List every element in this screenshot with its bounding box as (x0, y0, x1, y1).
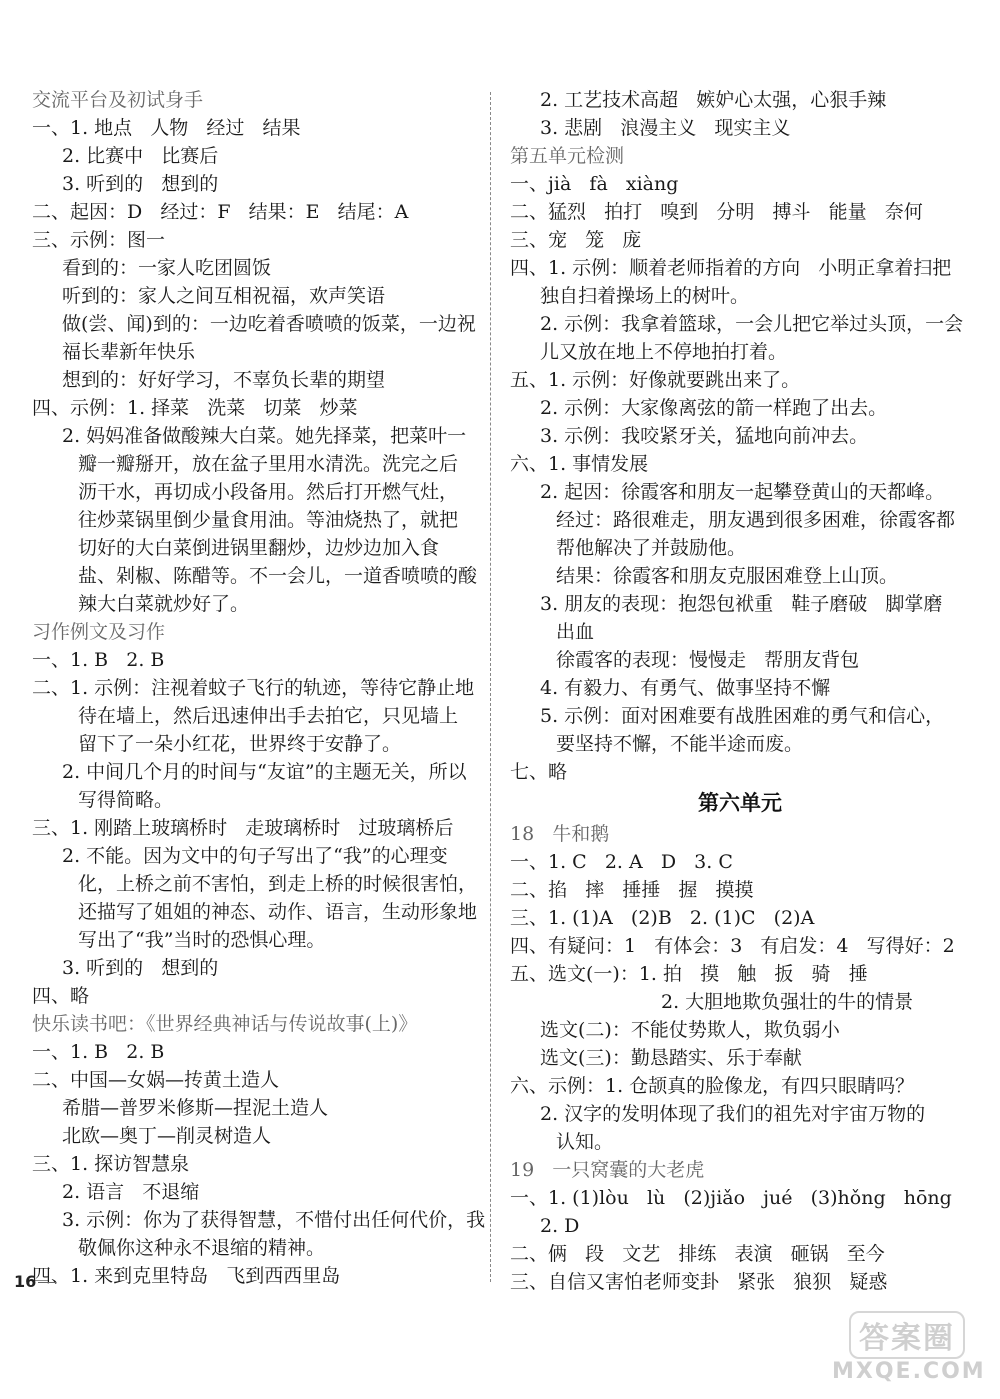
answer-line: 辣大白菜就炒好了。 (78, 593, 250, 615)
answer-line: 2. 比赛中 比赛后 (62, 145, 219, 167)
answer-line: 福长辈新年快乐 (62, 341, 196, 363)
answer-line: 一、1. B 2. B (32, 1041, 165, 1063)
answer-line: 出血 (556, 621, 595, 643)
answer-line: 二、猛烈 拍打 嗅到 分明 搏斗 能量 奈何 (510, 201, 923, 223)
answer-line: 还描写了姐姐的神态、动作、语言，生动形象地 (78, 901, 478, 923)
answer-line: 二、俩 段 文艺 排练 表演 砸锅 至今 (510, 1243, 885, 1265)
answer-line: 徐霞客的表现：慢慢走 帮朋友背包 (556, 649, 860, 671)
answer-line: 四、有疑问：1 有体会：3 有启发：4 写得好：2 (510, 935, 955, 957)
answer-line: 一、1. C 2. A D 3. C (510, 851, 733, 873)
answer-line: 听到的：家人之间互相祝福，欢声笑语 (62, 285, 386, 307)
answer-line: 选文(三)：勤恳踏实、乐于奉献 (540, 1047, 802, 1069)
answer-line: 2. 中间几个月的时间与“友谊”的主题无关，所以 (62, 761, 467, 783)
answer-line: 帮他解决了并鼓励他。 (556, 537, 747, 559)
answer-line: 一、jià fà xiàng (510, 173, 679, 195)
answer-line: 沥干水，再切成小段备用。然后打开燃气灶， (78, 481, 459, 503)
answer-line: 儿又放在地上不停地拍打着。 (540, 341, 788, 363)
answer-line: 2. 汉字的发明体现了我们的祖先对宇宙万物的 (540, 1103, 926, 1125)
answer-line: 做(尝、闻)到的：一边吃着香喷喷的饭菜，一边祝 (62, 313, 476, 335)
answer-line: 盐、剁椒、陈醋等。不一会儿，一道香喷喷的酸 (78, 565, 478, 587)
page-number: 16 (14, 1272, 37, 1291)
unit-heading: 第六单元 (698, 791, 782, 815)
answer-line: 六、示例：1. 仓颉真的脸像龙，有四只眼睛吗？ (510, 1075, 915, 1097)
answer-line: 3. 示例：我咬紧牙关，猛地向前冲去。 (540, 425, 869, 447)
answer-line: 3. 悲剧 浪漫主义 现实主义 (540, 117, 791, 139)
answer-line: 3. 听到的 想到的 (62, 957, 219, 979)
answer-line: 化，上桥之前不害怕，到走上桥的时候很害怕， (78, 873, 478, 895)
answer-line: 2. 工艺技术高超 嫉妒心太强，心狠手辣 (540, 89, 887, 111)
answer-line: 独自扫着操场上的树叶。 (540, 285, 750, 307)
answer-line: 想到的：好好学习，不辜负长辈的期望 (62, 369, 386, 391)
section-heading: 第五单元检测 (510, 145, 625, 167)
answer-line: 2. 起因：徐霞客和朋友一起攀登黄山的天都峰。 (540, 481, 945, 503)
answer-line: 写得简略。 (78, 789, 174, 811)
answer-line: 2. 大胆地欺负强壮的牛的情景 (510, 991, 914, 1013)
answer-line: 七、略 (510, 761, 568, 783)
answer-line: 二、掐 摔 捶捶 握 摸摸 (510, 879, 754, 901)
column-divider (490, 92, 491, 1282)
answer-line: 四、示例：1. 择菜 洗菜 切菜 炒菜 (32, 397, 358, 419)
answer-line: 2. 语言 不退缩 (62, 1181, 200, 1203)
section-heading: 18 牛和鹅 (510, 823, 610, 845)
answer-line: 三、1. 刚踏上玻璃桥时 走玻璃桥时 过玻璃桥后 (32, 817, 454, 839)
answer-line: 六、1. 事情发展 (510, 453, 649, 475)
answer-line: 三、宠 笼 庞 (510, 229, 642, 251)
answer-line: 2. 不能。因为文中的句子写出了“我”的心理变 (62, 845, 448, 867)
answer-line: 往炒菜锅里倒少量食用油。等油烧热了，就把 (78, 509, 459, 531)
answer-line: 5. 示例：面对困难要有战胜困难的勇气和信心， (540, 705, 945, 727)
right-column (510, 86, 970, 1296)
answer-line: 二、中国—女娲—抟黄土造人 (32, 1069, 280, 1091)
section-heading: 19 一只窝囊的大老虎 (510, 1159, 705, 1181)
answer-line: 二、起因：D 经过：F 结果：E 结尾：A (32, 201, 409, 223)
answer-line: 三、1. (1)A (2)B 2. (1)C (2)A (510, 907, 815, 929)
watermark-url: MXQE.COM (832, 1359, 986, 1384)
answer-line: 要坚持不懈，不能半途而废。 (556, 733, 804, 755)
left-column (32, 86, 486, 1290)
answer-line: 敬佩你这种永不退缩的精神。 (78, 1237, 326, 1259)
answer-line: 3. 示例：你为了获得智慧，不惜付出任何代价，我 (62, 1209, 486, 1231)
answer-line: 三、示例：图一 (32, 229, 166, 251)
answer-line: 二、1. 示例：注视着蚊子飞行的轨迹，等待它静止地 (32, 677, 475, 699)
answer-line: 五、1. 示例：好像就要跳出来了。 (510, 369, 801, 391)
answer-line: 四、1. 示例：顺着老师指着的方向 小明正拿着扫把 (510, 257, 952, 279)
answer-line: 3. 朋友的表现：抱怨包袱重 鞋子磨破 脚掌磨 (540, 593, 943, 615)
watermark-logo (832, 1311, 986, 1391)
section-heading: 快乐读书吧：《世界经典神话与传说故事(上)》 (32, 1013, 418, 1035)
answer-line: 看到的：一家人吃团圆饭 (62, 257, 272, 279)
answer-line: 北欧—奥丁—削灵树造人 (62, 1125, 272, 1147)
answer-line: 写出了“我”当时的恐惧心理。 (78, 929, 326, 951)
answer-line: 经过：路很难走，朋友遇到很多困难，徐霞客都 (556, 509, 956, 531)
section-heading: 交流平台及初试身手 (32, 89, 204, 111)
answer-line: 认知。 (556, 1131, 614, 1153)
answer-line: 切好的大白菜倒进锅里翻炒，边炒边加入食 (78, 537, 440, 559)
answer-line: 一、1. B 2. B (32, 649, 165, 671)
answer-line: 结果：徐霞客和朋友克服困难登上山顶。 (556, 565, 899, 587)
answer-line: 留下了一朵小红花，世界终于安静了。 (78, 733, 402, 755)
answer-line: 2. 示例：我拿着篮球，一会儿把它举过头顶，一会 (540, 313, 964, 335)
answer-line: 3. 听到的 想到的 (62, 173, 219, 195)
answer-line: 希腊—普罗米修斯—捏泥土造人 (62, 1097, 329, 1119)
answer-line: 四、1. 来到克里特岛 飞到西西里岛 (32, 1265, 341, 1287)
answer-line: 瓣一瓣掰开，放在盆子里用水清洗。洗完之后 (78, 453, 459, 475)
watermark-title: 答案圈 (849, 1311, 965, 1359)
answer-line: 一、1. 地点 人物 经过 结果 (32, 117, 301, 139)
answer-line: 三、1. 探访智慧泉 (32, 1153, 190, 1175)
answer-line: 2. 示例：大家像离弦的箭一样跑了出去。 (540, 397, 888, 419)
section-heading: 习作例文及习作 (32, 621, 166, 643)
answer-line: 待在墙上，然后迅速伸出手去拍它，只见墙上 (78, 705, 459, 727)
answer-line: 2. D (540, 1215, 580, 1237)
answer-line: 一、1. (1)lòu lù (2)jiǎo jué (3)hǒng hōng (510, 1187, 952, 1209)
answer-line: 五、选文(一)：1. 拍 摸 触 扳 骑 捶 (510, 963, 868, 985)
answer-line: 三、自信又害怕老师变卦 紧张 狼狈 疑惑 (510, 1271, 888, 1293)
answer-line: 4. 有毅力、有勇气、做事坚持不懈 (540, 677, 831, 699)
answer-line: 2. 妈妈准备做酸辣大白菜。她先择菜，把菜叶一 (62, 425, 467, 447)
answer-line: 选文(二)：不能仗势欺人，欺负弱小 (540, 1019, 840, 1041)
page-number-dash (38, 1282, 56, 1283)
answer-line: 四、略 (32, 985, 90, 1007)
